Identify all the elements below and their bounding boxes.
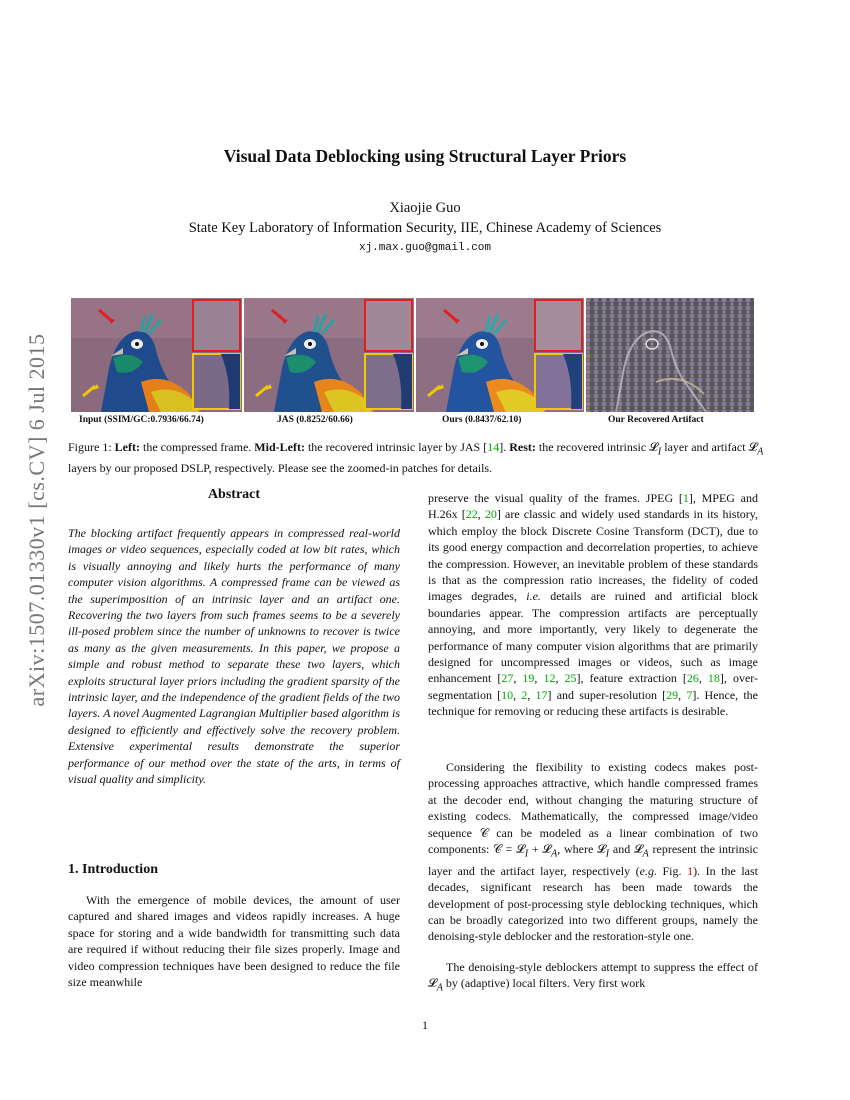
- panel-label-ours: Ours (0.8437/62.10): [442, 415, 522, 425]
- author-affiliation: State Key Laboratory of Information Security, IIE, Chinese Academy of Sciences: [188, 220, 662, 236]
- intro-paragraph: With the emergence of mobile devices, the amount of user captured and shared images and videos rapidly increases. A huge space for storing and a wide bandwidth for transmitting such data are required if without reducing their file sizes properly. Image and video compression techniques have been designed to reduce the file size meanwhile: [68, 893, 400, 990]
- figure-panel-ours: [416, 298, 584, 412]
- page-number: 1: [422, 1018, 428, 1032]
- author-email: xj.max.guo@gmail.com: [358, 242, 492, 254]
- citation-link[interactable]: 19: [522, 671, 535, 686]
- citation-link[interactable]: 1: [682, 491, 689, 505]
- citation-link[interactable]: 29: [666, 687, 679, 702]
- figure-panel-input: [71, 298, 242, 412]
- arxiv-id: arXiv:1507.01330v1 [cs.CV] 6 Jul 2015: [24, 333, 49, 707]
- right-paragraph-1: preserve the visual quality of the frames. JPEG [1], MPEG and H.26x [22, 20] are classic and widely used standards in its history, which employ the block Discrete Cosine Transform (DCT), due to its good energy compaction and decorrelation properties, to achieve the compression. However, an inevitable problem of these standards is that as the compression ratio increases, the fidelity of coded images degrades, i.e. details are ruined and artificial block boundaries appear. The compression artifacts are perceptually annoying, and more importantly, very likely to degenerate the performance of many computer vision algorithms that are primarily designed for uncompressed images or videos, such as image enhancement [27, 19, 12, 25], feature extraction [26, 18], over-segmentation [10, 2, 17] and super-resolution [29, 7]. Hence, the technique for removing or reducing these artifacts is desirable.: [428, 491, 759, 719]
- citation-link[interactable]: 26: [686, 671, 699, 686]
- citation-link[interactable]: 17: [535, 687, 548, 702]
- citation-link[interactable]: 12: [543, 671, 556, 686]
- citation-link[interactable]: 27: [501, 671, 514, 686]
- intro-heading: 1. Introduction: [68, 862, 158, 877]
- figure-panel-jas: [244, 298, 414, 412]
- abstract-text: The blocking artifact frequently appears in compressed real-world images or video sequences, especially coded at low bit rates, which is visually annoying and likely hurts the performance of many computer vision algorithms. A compressed frame can be viewed as the superimposition of an intrinsic layer and an artifact one. Recovering the two layers from such frames seems to be a severely ill-posed problem since the number of unknowns to recover is twice as many as the given measurements. In this paper, we propose a simple and robust method to separate these two layers, which exploits structural layer priors including the gradient sparsity of the intrinsic layer, and the independence of the gradient fields of the two layers. A novel Augmented Lagrangian Multiplier based algorithm is designed to efficiently and effectively solve the recovery problem. Extensive experimental results demonstrate the superior performance of our method over the state of the arts, in terms of visual quality and simplicity.: [68, 526, 400, 787]
- citation-link[interactable]: 10: [501, 687, 514, 702]
- citation-link[interactable]: 22: [465, 507, 478, 522]
- citation-link[interactable]: 20: [484, 507, 497, 522]
- figure-panel-artifact: [586, 298, 754, 412]
- citation-link[interactable]: 7: [686, 687, 693, 702]
- panel-label-input: Input (SSIM/GC:0.7936/66.74): [79, 415, 204, 425]
- citation-link[interactable]: 14: [487, 440, 500, 454]
- citation-link[interactable]: 18: [707, 671, 720, 686]
- abstract-heading: Abstract: [207, 487, 261, 502]
- panel-label-jas: JAS (0.8252/60.66): [277, 415, 353, 425]
- figure-link[interactable]: 1: [687, 863, 694, 878]
- right-paragraph-2: Considering the flexibility to existing codecs makes post-processing approaches attractive, which handle compressed frames at the decoder end, without changing the maturing structure of existing codecs. Mathematically, the compressed image/video sequence 𝒞 can be modeled as a linear combination of two components: 𝒞 = 𝓛$_I$ + 𝓛$_A$, where 𝓛$_I$ and 𝓛$_A$ represent the intrinsic layer and the artifact layer, respectively (e.g. Fig. 1). In the last decades, significant research has been made towards the development of post-processing style deblocking techniques, which can be broadly categorized into two different groups, namely the denoising-style deblocker and the restoration-style one.: [428, 760, 758, 944]
- paper-title: Visual Data Deblocking using Structural Layer Priors: [223, 146, 627, 166]
- panel-label-artifact: Our Recovered Artifact: [608, 415, 704, 425]
- citation-link[interactable]: 25: [564, 671, 577, 686]
- citation-link[interactable]: 2: [521, 687, 528, 702]
- figure-caption: Figure 1: Left: the compressed frame. Mid-Left: the recovered intrinsic layer by JAS [14]. Rest: the recovered intrinsic 𝓛$_I$ layer and artifact 𝓛$_A$ layers by our proposed DSLP, respectively. Please see the zoomed-in patches for details.: [68, 440, 764, 476]
- author-name: Xiaojie Guo: [389, 200, 461, 216]
- arxiv-sidebar: [14, 295, 60, 745]
- right-paragraph-3: The denoising-style deblockers attempt to suppress the effect of 𝓛$_A$ by (adaptive) local filters. Very first work: [428, 960, 758, 994]
